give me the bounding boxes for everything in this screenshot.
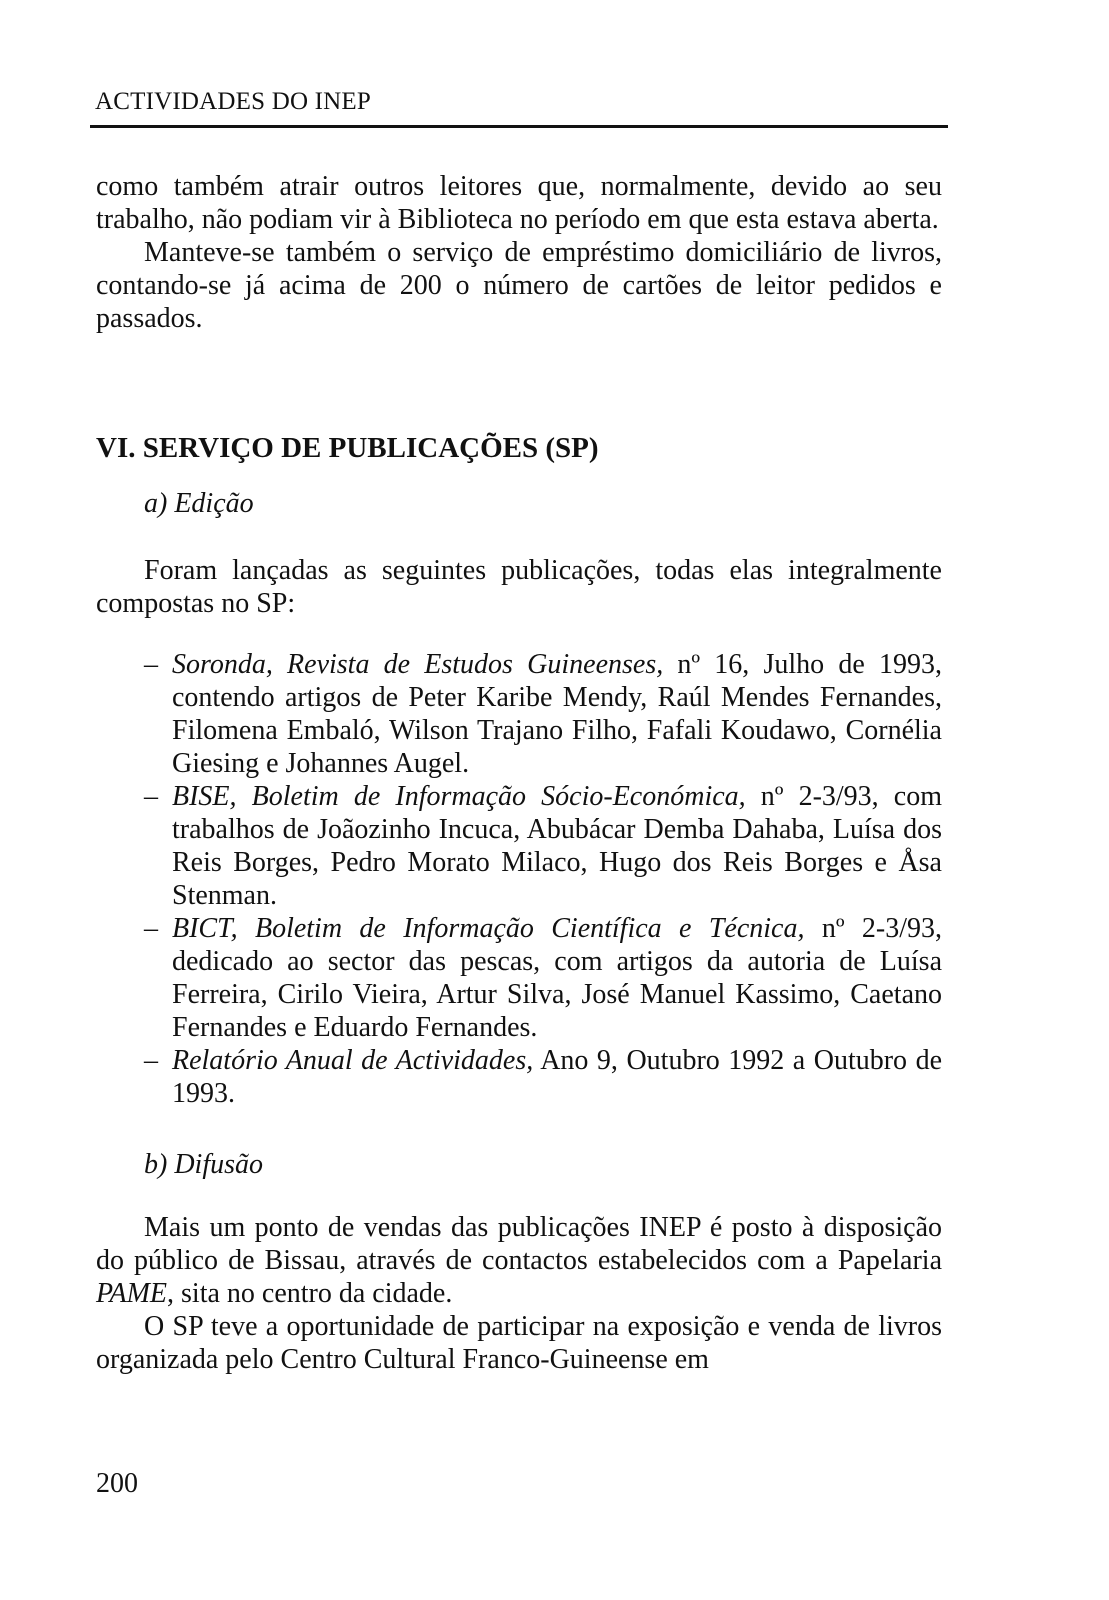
publication-title: BICT, Boletim de Informação Científica e Técnica, bbox=[172, 913, 805, 944]
intro-paragraph-2: Manteve-se também o serviço de empréstimo domiciliário de livros, contando-se já acima de 200 o número de cartões de leitor pedidos e passados. bbox=[96, 237, 942, 334]
difusao-text-start: Mais um ponto de vendas das publicações INEP é posto à disposição do público de Bissau, através de contactos estabelecidos com a Papelaria bbox=[96, 1212, 942, 1276]
edicao-lead-paragraph: Foram lançadas as seguintes publicações, todas elas integralmente compostas no SP: bbox=[96, 555, 942, 619]
section-title: VI. SERVIÇO DE PUBLICAÇÕES (SP) bbox=[96, 432, 599, 464]
publication-description: Ano 9, Outubro 1992 a Outubro de 1993. bbox=[172, 1045, 943, 1109]
list-dash: – bbox=[144, 781, 158, 812]
publication-item bbox=[96, 648, 942, 780]
publication-item bbox=[96, 912, 942, 1044]
list-dash: – bbox=[144, 913, 158, 944]
intro-paragraph-1: como também atrair outros leitores que, normalmente, devido ao seu trabalho, não podiam vir à Biblioteca no período em que esta estava aberta. bbox=[96, 171, 942, 235]
difusao-text-end: , sita no centro da cidade. bbox=[167, 1278, 453, 1309]
publication-description: nº 2-3/93, dedicado ao sector das pescas, com artigos da autoria de Luísa Ferreira, Cirilo Vieira, Artur Silva, José Manuel Kassimo, Caetano Fernandes e Eduardo Fernandes. bbox=[172, 913, 942, 1043]
page-number: 200 bbox=[96, 1468, 138, 1499]
publication-title: Relatório Anual de Actividades, bbox=[172, 1045, 534, 1076]
difusao-paragraph-1 bbox=[96, 1211, 942, 1310]
list-dash: – bbox=[144, 649, 158, 680]
page-body bbox=[96, 170, 942, 1376]
publication-item bbox=[96, 780, 942, 912]
publication-title: BISE, Boletim de Informação Sócio-Económica, bbox=[172, 781, 746, 812]
publication-item bbox=[96, 1044, 942, 1110]
running-header: ACTIVIDADES DO INEP bbox=[95, 88, 372, 115]
subheading-edicao: a) Edição bbox=[144, 488, 254, 519]
header-rule bbox=[90, 125, 948, 128]
publication-description: nº 2-3/93, com trabalhos de Joãozinho Incuca, Abubácar Demba Dahaba, Luísa dos Reis Borges, Pedro Morato Milaco, Hugo dos Reis Borges e Åsa Stenman. bbox=[172, 781, 942, 911]
list-dash: – bbox=[144, 1045, 158, 1076]
store-name: PAME bbox=[96, 1278, 168, 1309]
difusao-paragraph-2: O SP teve a oportunidade de participar na exposição e venda de livros organizada pelo Centro Cultural Franco-Guineense em bbox=[96, 1311, 942, 1375]
publication-title: Soronda, Revista de Estudos Guineenses, bbox=[172, 649, 664, 680]
publication-description: nº 16, Julho de 1993, contendo artigos de Peter Karibe Mendy, Raúl Mendes Fernandes, Filomena Embaló, Wilson Trajano Filho, Fafali Koudawo, Cornélia Giesing e Johannes Augel. bbox=[172, 649, 942, 779]
publication-list bbox=[96, 648, 942, 1110]
subheading-difusao: b) Difusão bbox=[144, 1149, 263, 1180]
